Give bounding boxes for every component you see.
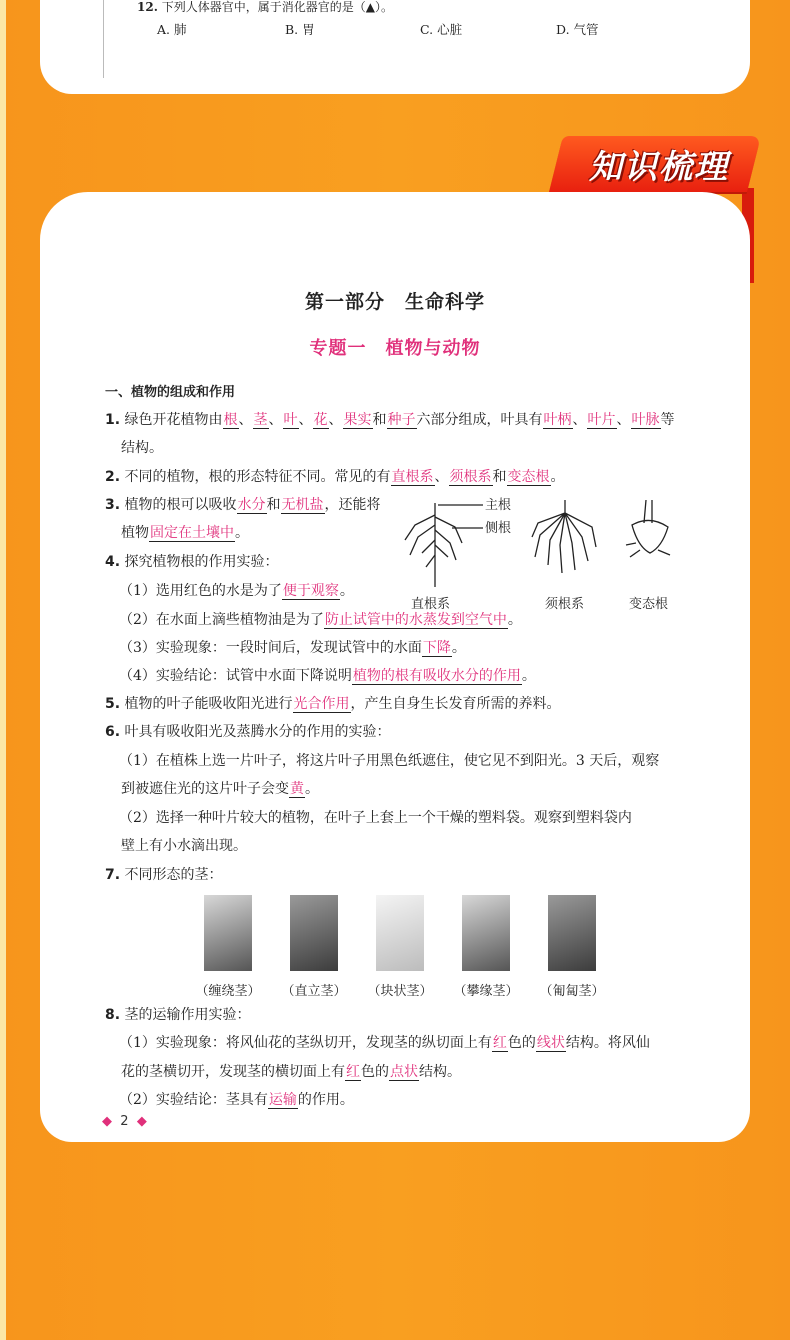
answer: 叶柄	[543, 412, 572, 428]
answer: 果实	[343, 412, 372, 428]
item-6-part-2-line-1: （2）选择一种叶片较大的植物，在叶子上套上一个干燥的塑料袋。观察到塑料袋内	[119, 810, 632, 826]
item-4-part-4: （4）实验结论：试管中水面下降说明植物的根有吸收水分的作用。	[119, 668, 536, 684]
fibrous-root-label: 须根系	[545, 597, 585, 612]
topic-title: 专题一 植物与动物	[309, 338, 481, 359]
answer: 点状	[390, 1064, 418, 1080]
item-8-part-2: （2）实验结论：茎具有运输的作用。	[119, 1092, 354, 1108]
answer: 植物的根有吸收水分的作用	[352, 668, 521, 684]
twining-stem-caption: （缠绕茎）	[195, 984, 261, 999]
item-4-part-3: （3）实验现象：一段时间后，发现试管中的水面下降。	[119, 640, 466, 656]
answer: 固定在土壤中	[150, 525, 234, 541]
answer: 红	[346, 1064, 360, 1080]
climbing-stem-caption: （攀缘茎）	[453, 984, 519, 999]
item-6-part-1-line-2: 到被遮住光的这片叶子会变黄。	[121, 781, 319, 797]
answer: 种子	[387, 412, 416, 428]
answer: 便于观察	[282, 583, 339, 599]
answer: 变态根	[507, 469, 550, 485]
question-text: 下列人体器官中，属于消化器官的是（	[161, 0, 366, 14]
answer: 茎	[253, 412, 268, 428]
banner-title: 知识梳理	[589, 147, 729, 186]
item-2: 2. 不同的植物，根的形态特征不同。常见的有直根系、须根系和变态根。	[105, 469, 565, 485]
diamond-icon: ◆	[136, 1114, 147, 1129]
item-8: 8. 茎的运输作用实验：	[105, 1007, 251, 1023]
item-3-line-2: 植物固定在土壤中。	[121, 525, 249, 541]
item-1-line-1: 1. 绿色开花植物由根、茎、叶、花、果实和种子六部分组成，叶具有叶柄、叶片、叶脉等	[105, 412, 675, 428]
item-1-line-2: 结构。	[121, 440, 163, 456]
item-6-part-2-line-2: 壁上有小水滴出现。	[121, 838, 247, 854]
item-4-part-1: （1）选用红色的水是为了便于观察。	[119, 583, 354, 599]
erect-stem-caption: （直立茎）	[281, 984, 347, 999]
answer: 叶片	[587, 412, 616, 428]
option-d: D. 气管	[556, 22, 599, 37]
answer: 运输	[268, 1092, 297, 1108]
option-a: A. 肺	[157, 22, 187, 37]
item-3-line-1: 3. 植物的根可以吸收水分和无机盐，还能将	[105, 497, 381, 513]
answer: 红	[492, 1035, 507, 1051]
tap-root-label: 直根系	[411, 597, 451, 612]
creeping-stem-photo	[548, 895, 596, 971]
answer: 叶脉	[631, 412, 660, 428]
creeping-stem-caption: （匍匐茎）	[539, 984, 605, 999]
option-c: C. 心脏	[420, 22, 463, 37]
climbing-stem-photo	[462, 895, 510, 971]
item-6: 6. 叶具有吸收阳光及蒸腾水分的作用的实验：	[105, 724, 391, 740]
twining-stem-photo	[204, 895, 252, 971]
tuber-stem-caption: （块状茎）	[367, 984, 433, 999]
item-5: 5. 植物的叶子能吸收阳光进行光合作用，产生自身生长发育所需的养料。	[105, 696, 561, 712]
side-root-label: 侧根	[485, 521, 512, 536]
answer: 下降	[422, 640, 451, 656]
erect-stem-photo	[290, 895, 338, 971]
diamond-icon: ◆	[102, 1114, 112, 1129]
answer: 黄	[290, 781, 304, 797]
answer: 线状	[536, 1035, 565, 1051]
item-8-part-1-line-1: （1）实验现象：将风仙花的茎纵切开，发现茎的纵切面上有红色的线状结构。将风仙	[119, 1035, 650, 1051]
question-close: ）。	[374, 0, 393, 14]
answer: 直根系	[391, 469, 434, 485]
section-heading: 一、植物的组成和作用	[105, 385, 236, 400]
modified-root-label: 变态根	[629, 597, 669, 612]
item-7: 7. 不同形态的茎：	[105, 867, 223, 883]
question-12	[137, 0, 393, 15]
item-4-part-2: （2）在水面上滴些植物油是为了防止试管中的水蒸发到空气中。	[119, 612, 522, 628]
answer: 防止试管中的水蒸发到空气中	[324, 612, 507, 628]
answer: 花	[313, 412, 328, 428]
page-number: ◆ 2 ◆	[102, 1114, 147, 1129]
page-edge-strip	[0, 0, 6, 1340]
answer: 无机盐	[281, 497, 324, 513]
answer: 根	[223, 412, 238, 428]
answer: 叶	[283, 412, 298, 428]
item-6-part-1-line-1: （1）在植株上选一片叶子，将这片叶子用黑色纸遮住，使它见不到阳光。3 天后，观察	[119, 753, 660, 769]
main-root-label: 主根	[485, 498, 512, 513]
root-systems-figure	[400, 495, 695, 595]
answer: 须根系	[449, 469, 492, 485]
part-title: 第一部分 生命科学	[304, 291, 485, 313]
answer: 水分	[237, 497, 266, 513]
margin-line	[103, 0, 104, 78]
item-8-part-1-line-2: 花的茎横切开，发现茎的横切面上有红色的点状结构。	[121, 1064, 461, 1080]
option-b: B. 胃	[285, 22, 315, 37]
tuber-stem-photo	[376, 895, 424, 971]
question-number: 12.	[137, 0, 158, 14]
item-4: 4. 探究植物根的作用实验：	[105, 554, 279, 570]
answer: 光合作用	[293, 696, 350, 712]
triangle-mark: ▲	[365, 0, 375, 14]
